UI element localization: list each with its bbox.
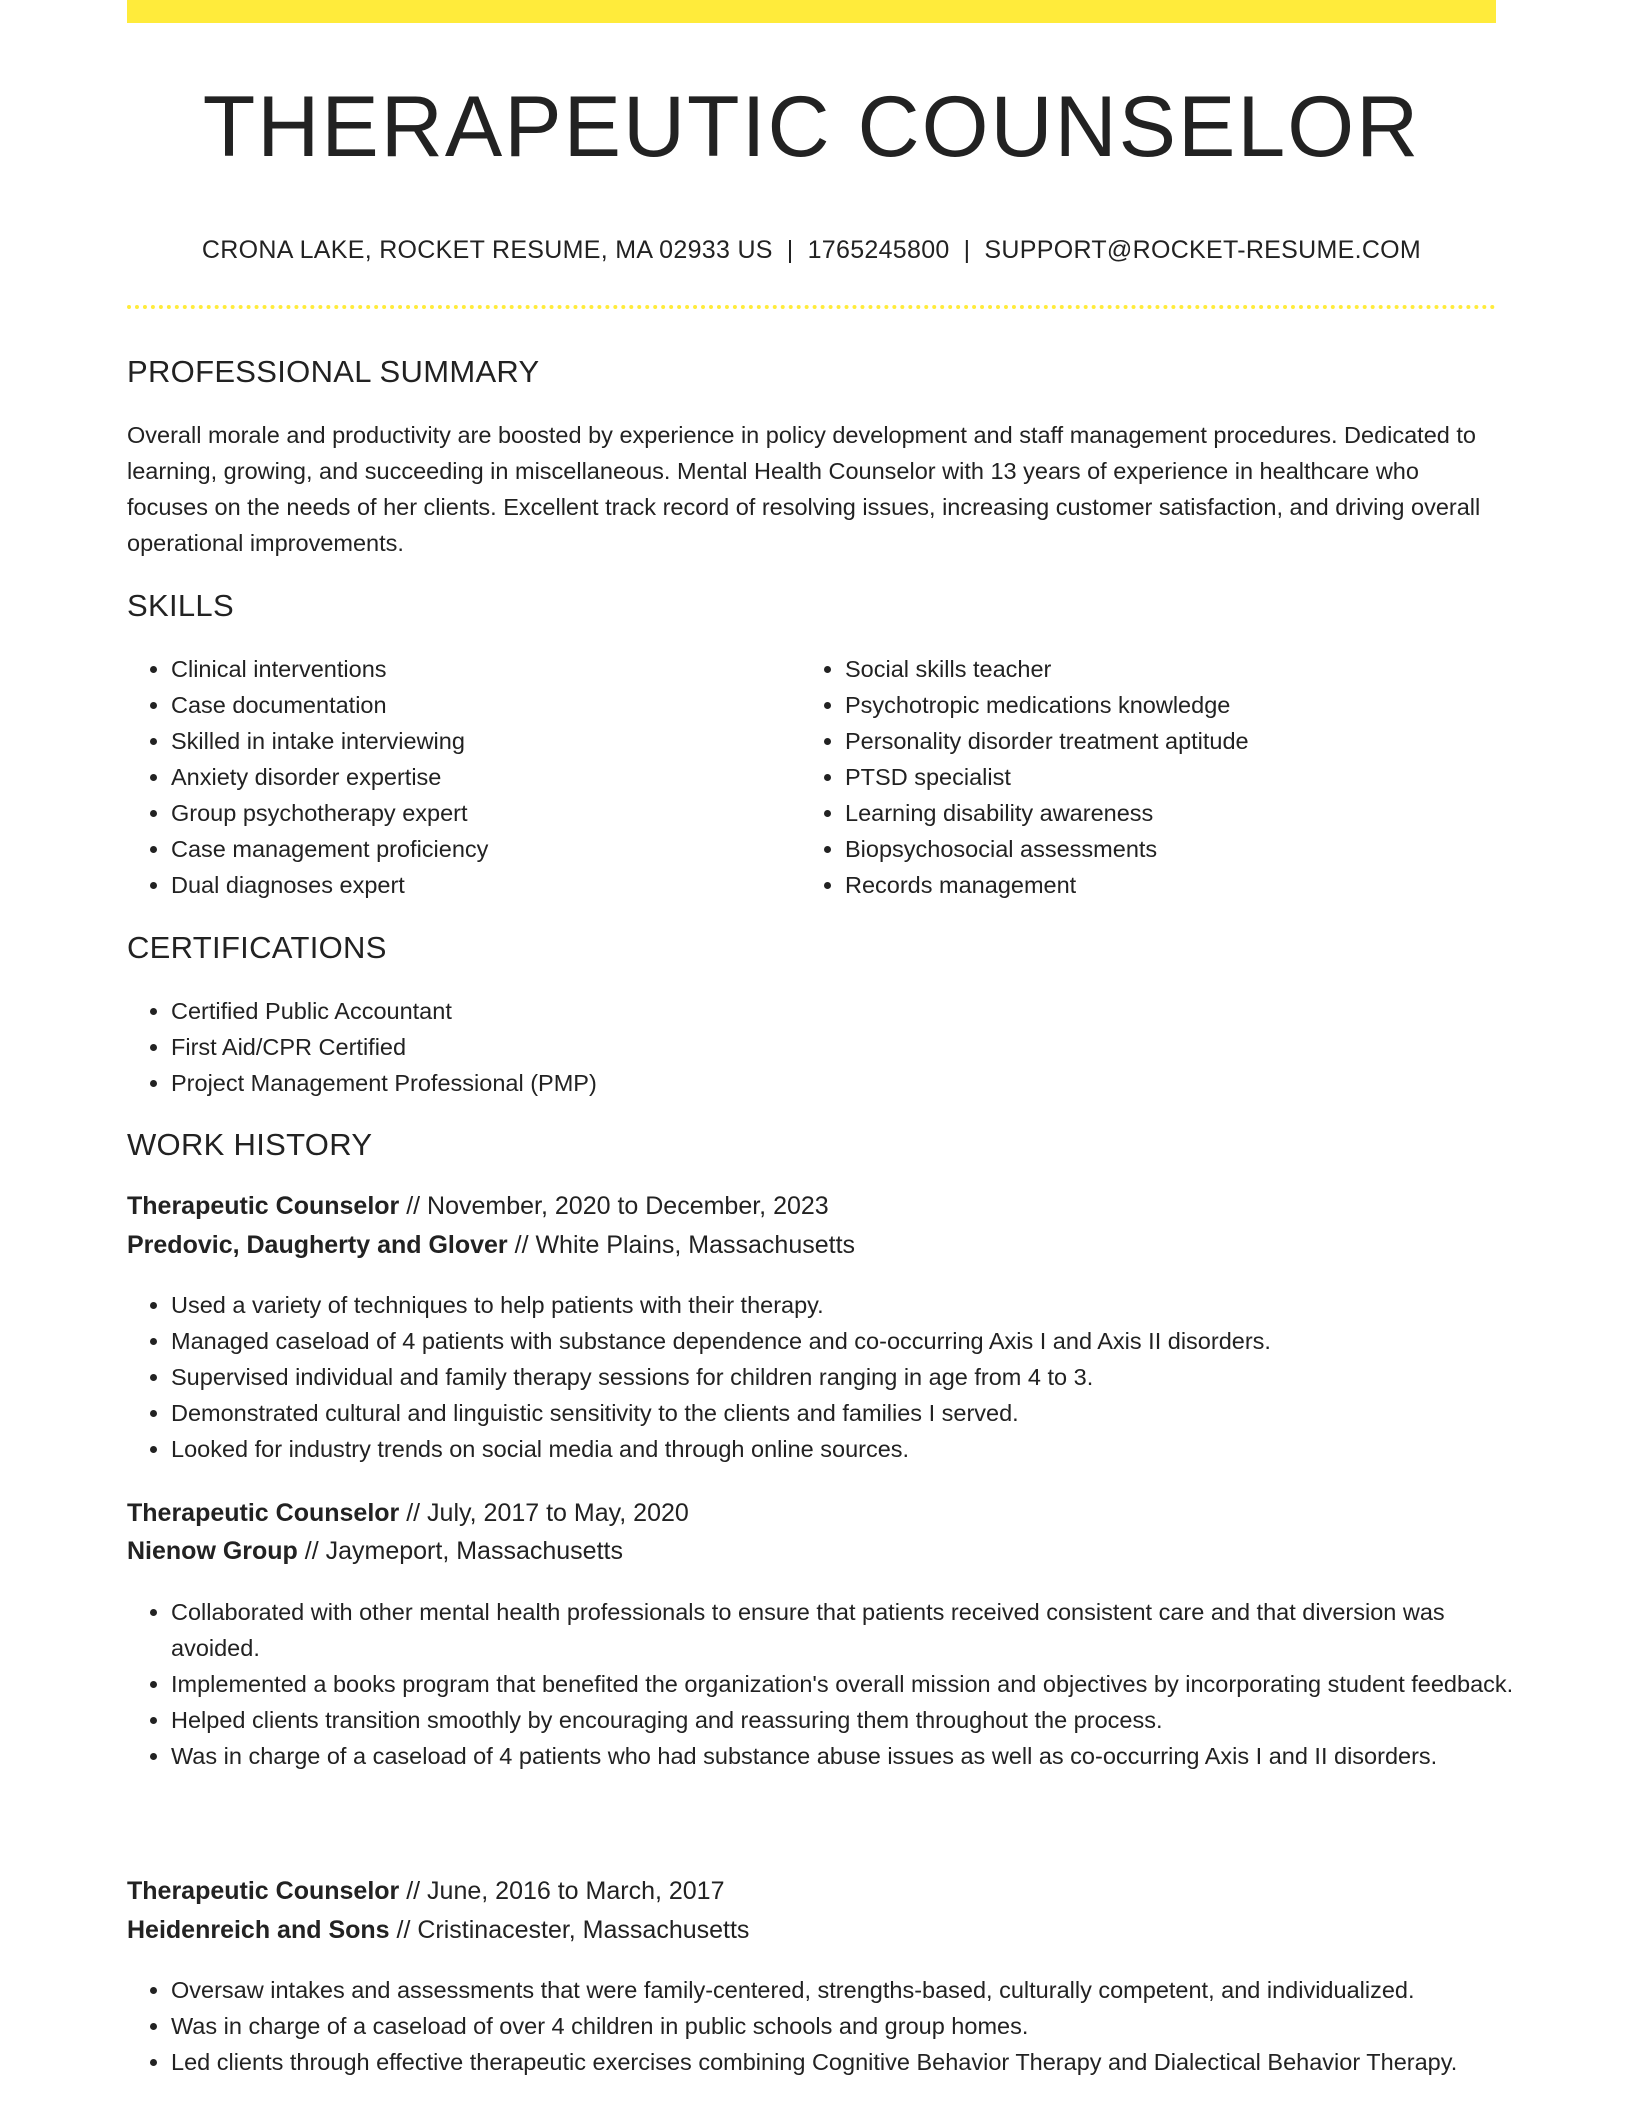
job-role: Therapeutic Counselor bbox=[127, 1499, 400, 1527]
summary-text: Overall morale and productivity are boosted by experience in policy development and staff management procedures. Dedicated to learning, growing, and succeeding in miscellaneous. Mental Health Counselor with 13 years of experience in healthcare who focuses on the needs of her clients. Excellent track record of resolving issues, increasing customer satisfaction, and driving overall operational improvements. bbox=[127, 422, 1481, 556]
job-bullet: • Implemented a books program that benefited the organization's overall mission and objectives by incorporating student feedback. bbox=[171, 1666, 1540, 1702]
job-dates: // June, 2016 to March, 2017 bbox=[406, 1877, 725, 1905]
contact-phone: 1765245800 bbox=[807, 236, 950, 264]
skill-item: • Case management proficiency bbox=[171, 831, 811, 867]
contact-email: SUPPORT@ROCKET-RESUME.COM bbox=[984, 236, 1422, 264]
skill-item: • PTSD specialist bbox=[845, 759, 1525, 795]
job-bullet: • Supervised individual and family therapy sessions for children ranging in age from 4 to 3. bbox=[171, 1359, 1540, 1395]
job-location: // Jaymeport, Massachusetts bbox=[304, 1537, 623, 1565]
skill-item: • Learning disability awareness bbox=[845, 795, 1525, 831]
job-dates: // November, 2020 to December, 2023 bbox=[406, 1192, 829, 1220]
certification-item: • Certified Public Accountant bbox=[171, 993, 1471, 1029]
certifications-heading: CERTIFICATIONS bbox=[127, 930, 387, 965]
job-bullet: • Demonstrated cultural and linguistic sensitivity to the clients and families I served. bbox=[171, 1395, 1540, 1431]
job-company-line bbox=[127, 1231, 855, 1260]
job-bullet: • Was in charge of a caseload of over 4 children in public schools and group homes. bbox=[171, 2008, 1540, 2044]
job-bullet: • Looked for industry trends on social media and through online sources. bbox=[171, 1431, 1540, 1467]
contact-address: CRONA LAKE, ROCKET RESUME, MA 02933 US bbox=[201, 236, 773, 264]
job-title-line bbox=[127, 1192, 829, 1221]
work-history-heading: WORK HISTORY bbox=[127, 1127, 373, 1162]
job-company: Predovic, Daugherty and Glover bbox=[127, 1231, 508, 1259]
skill-item: • Psychotropic medications knowledge bbox=[845, 687, 1525, 723]
skill-item: • Anxiety disorder expertise bbox=[171, 759, 811, 795]
summary-heading: PROFESSIONAL SUMMARY bbox=[127, 354, 540, 389]
job-title-line bbox=[127, 1877, 724, 1906]
skill-item: • Clinical interventions bbox=[171, 651, 811, 687]
job-dates: // July, 2017 to May, 2020 bbox=[406, 1499, 689, 1527]
skill-item: • Social skills teacher bbox=[845, 651, 1525, 687]
contact-separator: | bbox=[963, 236, 971, 264]
skill-item: • Records management bbox=[845, 867, 1525, 903]
resume-name: THERAPEUTIC COUNSELOR bbox=[202, 79, 1421, 175]
job-role: Therapeutic Counselor bbox=[127, 1192, 400, 1220]
job-bullet: • Oversaw intakes and assessments that were family-centered, strengths-based, culturally competent, and individualized. bbox=[171, 1972, 1540, 2008]
job-bullets bbox=[127, 1972, 1540, 2080]
job-location: // White Plains, Massachusetts bbox=[514, 1231, 856, 1259]
job-company-line bbox=[127, 1537, 623, 1566]
skill-item: • Skilled in intake interviewing bbox=[171, 723, 811, 759]
job-bullet: • Was in charge of a caseload of 4 patients who had substance abuse issues as well as co-occurring Axis I and II disorders. bbox=[171, 1738, 1540, 1774]
job-bullet: • Led clients through effective therapeutic exercises combining Cognitive Behavior Therapy and Dialectical Behavior Therapy. bbox=[171, 2044, 1540, 2080]
job-company: Heidenreich and Sons bbox=[127, 1916, 390, 1944]
skill-item: • Group psychotherapy expert bbox=[171, 795, 811, 831]
job-company: Nienow Group bbox=[127, 1537, 298, 1565]
job-bullets bbox=[127, 1594, 1540, 1774]
skills-list-right bbox=[801, 651, 1525, 903]
job-bullet: • Used a variety of techniques to help patients with their therapy. bbox=[171, 1287, 1540, 1323]
job-title-line bbox=[127, 1499, 689, 1528]
skills-heading: SKILLS bbox=[127, 588, 234, 623]
skill-item: • Case documentation bbox=[171, 687, 811, 723]
certifications-list bbox=[127, 993, 1471, 1101]
job-role: Therapeutic Counselor bbox=[127, 1877, 400, 1905]
job-bullet: • Managed caseload of 4 patients with substance dependence and co-occurring Axis I and Axis II disorders. bbox=[171, 1323, 1540, 1359]
job-bullet: • Collaborated with other mental health professionals to ensure that patients received consistent care and that diversion was avoided. bbox=[171, 1594, 1540, 1666]
skill-item: • Biopsychosocial assessments bbox=[845, 831, 1525, 867]
job-bullets bbox=[127, 1287, 1540, 1467]
contact-line bbox=[127, 236, 1496, 265]
dotted-divider bbox=[127, 305, 1496, 309]
job-location: // Cristinacester, Massachusetts bbox=[396, 1916, 750, 1944]
certification-item: • Project Management Professional (PMP) bbox=[171, 1065, 1471, 1101]
contact-separator: | bbox=[786, 236, 794, 264]
job-company-line bbox=[127, 1916, 749, 1945]
top-accent-bar bbox=[127, 0, 1496, 23]
job-bullet: • Helped clients transition smoothly by encouraging and reassuring them throughout the process. bbox=[171, 1702, 1540, 1738]
skill-item: • Dual diagnoses expert bbox=[171, 867, 811, 903]
skills-list-left bbox=[127, 651, 811, 903]
certification-item: • First Aid/CPR Certified bbox=[171, 1029, 1471, 1065]
skill-item: • Personality disorder treatment aptitude bbox=[845, 723, 1525, 759]
